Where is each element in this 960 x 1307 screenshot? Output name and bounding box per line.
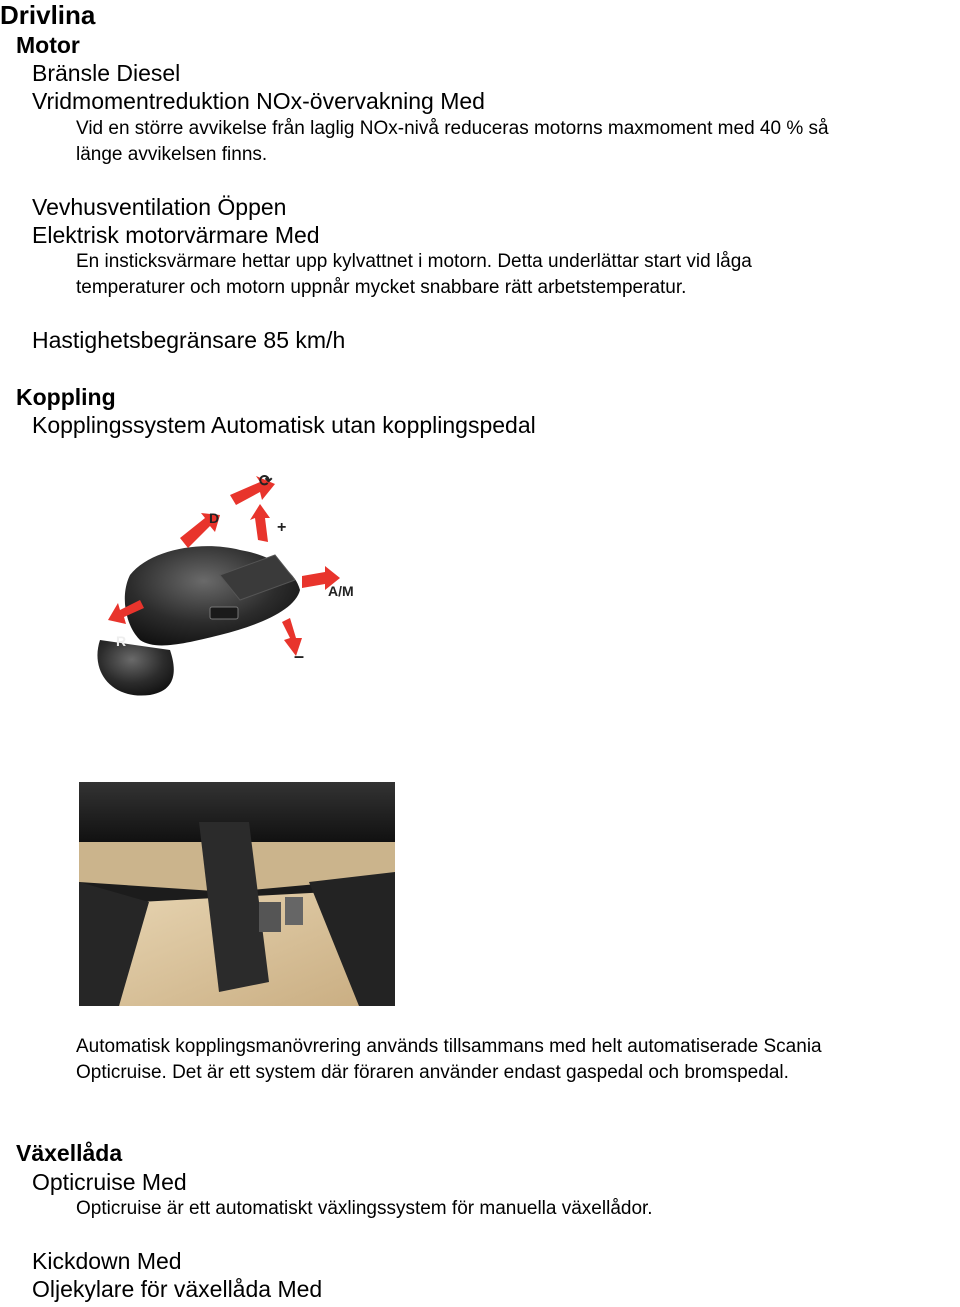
clutch-system-row: Kopplingssystem Automatisk utan kopplingspedal (32, 412, 536, 438)
heater-description-line: temperaturer och motorn uppnår mycket snabbare rätt arbetstemperatur. (76, 277, 687, 298)
nox-description-line: Vid en större avvikelse från laglig NOx-nivå reduceras motorns maxmoment med 40 % så (76, 118, 829, 139)
heater-description-line: En insticksvärmare hettar upp kylvattnet i motorn. Detta underlättar start vid låga (76, 251, 752, 272)
clutch-description-line: Automatisk kopplingsmanövrering används tillsammans med helt automatiserade Scania (76, 1036, 822, 1057)
speed-limiter-row: Hastighetsbegränsare 85 km/h (32, 327, 346, 353)
clutch-description (76, 1034, 822, 1086)
lever-label-minus: – (294, 646, 305, 666)
lever-label-r: R (116, 633, 127, 649)
motor-heading: Motor (16, 32, 80, 58)
nox-description (76, 116, 829, 168)
vaxellada-heading: Växellåda (16, 1140, 123, 1166)
opticruise-row: Opticruise Med (32, 1169, 187, 1195)
nox-description-line: länge avvikelsen finns. (76, 144, 268, 165)
lever-label-am: A/M (328, 583, 354, 599)
lever-label-plus: + (277, 519, 287, 536)
nox-row: Vridmomentreduktion NOx-övervakning Med (32, 88, 485, 114)
cab-interior-photo (79, 782, 395, 1006)
fuel-row: Bränsle Diesel (32, 60, 181, 86)
kickdown-row: Kickdown Med (32, 1248, 182, 1274)
opticruise-description: Opticruise är ett automatiskt växlingssystem för manuella växellådor. (76, 1198, 653, 1219)
crankcase-row: Vevhusventilation Öppen (32, 194, 287, 220)
heater-row: Elektrisk motorvärmare Med (32, 222, 320, 248)
heater-description (76, 249, 752, 301)
clutch-description-line: Opticruise. Det är ett system där föraren använder endast gaspedal och bromspedal. (76, 1062, 789, 1083)
koppling-heading: Koppling (16, 384, 116, 410)
gear-lever-illustration (70, 460, 370, 710)
lever-label-cycle: ⟳ (259, 473, 273, 490)
lever-label-d: D (209, 510, 220, 526)
oil-cooler-row: Oljekylare för växellåda Med (32, 1276, 323, 1302)
page-title: Drivlina (0, 0, 96, 30)
